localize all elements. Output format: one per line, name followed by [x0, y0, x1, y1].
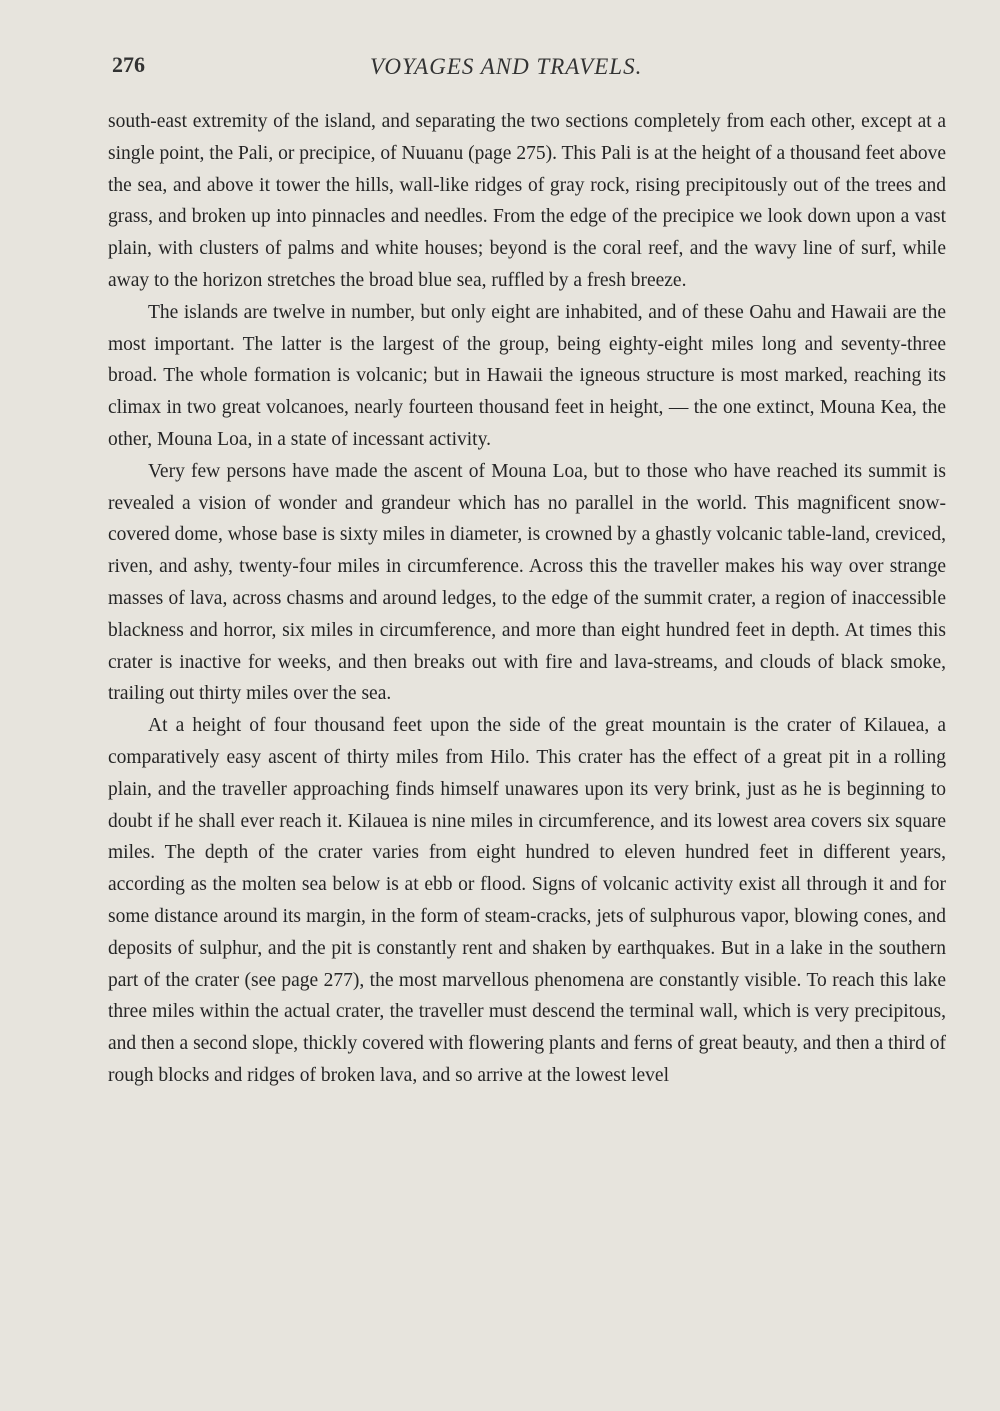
paragraph-islands: The islands are twelve in number, but only eight are inhabited, and of these Oahu and Hawaii are the most important. The latter is the largest of the group, being eighty-eight miles long and seventy-three broad. The whole formation is volcanic; but in Hawaii the igneous structure is most marked, reaching its climax in two great volcanoes, nearly fourteen thousand feet in height, — the one extinct, Mouna Kea, the other, Mouna Loa, in a state of incessant activity.: [108, 301, 946, 450]
page-header: [0, 52, 1000, 86]
page-number: 276: [112, 52, 145, 77]
paragraph-mouna-loa: Very few persons have made the ascent of Mouna Loa, but to those who have reached its summit is revealed a vision of wonder and grandeur which has no parallel in the world. This magnificent snow-covered dome, whose base is sixty miles in diameter, is crowned by a ghastly volcanic table-land, creviced, riven, and ashy, twenty-four miles in circumference. Across this the traveller makes his way over strange masses of lava, across chasms and around ledges, to the edge of the summit crater, a region of inaccessible blackness and horror, six miles in circumference, and more than eight hundred feet in depth. At times this crater is inactive for weeks, and then breaks out with fire and lava-streams, and clouds of black smoke, trailing out thirty miles over the sea.: [108, 460, 946, 705]
paragraph-continuation: south-east extremity of the island, and separating the two sections completely from each other, except at a single point, the Pali, or precipice, of Nuuanu (page 275). This Pali is at the height of a thousand feet above the sea, and above it tower the hills, wall-like ridges of gray rock, rising precipitously out of the trees and grass, and broken up into pinnacles and needles. From the edge of the precipice we look down upon a vast plain, with clusters of palms and white houses; beyond is the coral reef, and the wavy line of surf, while away to the horizon stretches the broad blue sea, ruffled by a fresh breeze.: [108, 111, 946, 291]
body-text: [108, 106, 946, 1092]
paragraph-kilauea: At a height of four thousand feet upon the side of the great mountain is the crater of Kilauea, a comparatively easy ascent of thirty miles from Hilo. This crater has the effect of a great pit in a rolling plain, and the traveller approaching finds himself unawares upon its very brink, just as he is beginning to doubt if he shall ever reach it. Kilauea is nine miles in circumference, and its lowest area covers six square miles. The depth of the crater varies from eight hundred to eleven hundred feet in different years, according as the molten sea below is at ebb or flood. Signs of volcanic activity exist all through it and for some distance around its margin, in the form of steam-cracks, jets of sulphurous vapor, blowing cones, and deposits of sulphur, and the pit is constantly rent and shaken by earthquakes. But in a lake in the southern part of the crater (see page 277), the most marvellous phenomena are constantly visible. To reach this lake three miles within the actual crater, the traveller must descend the terminal wall, which is very precipitous, and then a second slope, thickly covered with flowering plants and ferns of great beauty, and then a third of rough blocks and ridges of broken lava, and so arrive at the lowest level: [108, 715, 946, 1086]
running-title: VOYAGES AND TRAVELS.: [370, 54, 643, 79]
